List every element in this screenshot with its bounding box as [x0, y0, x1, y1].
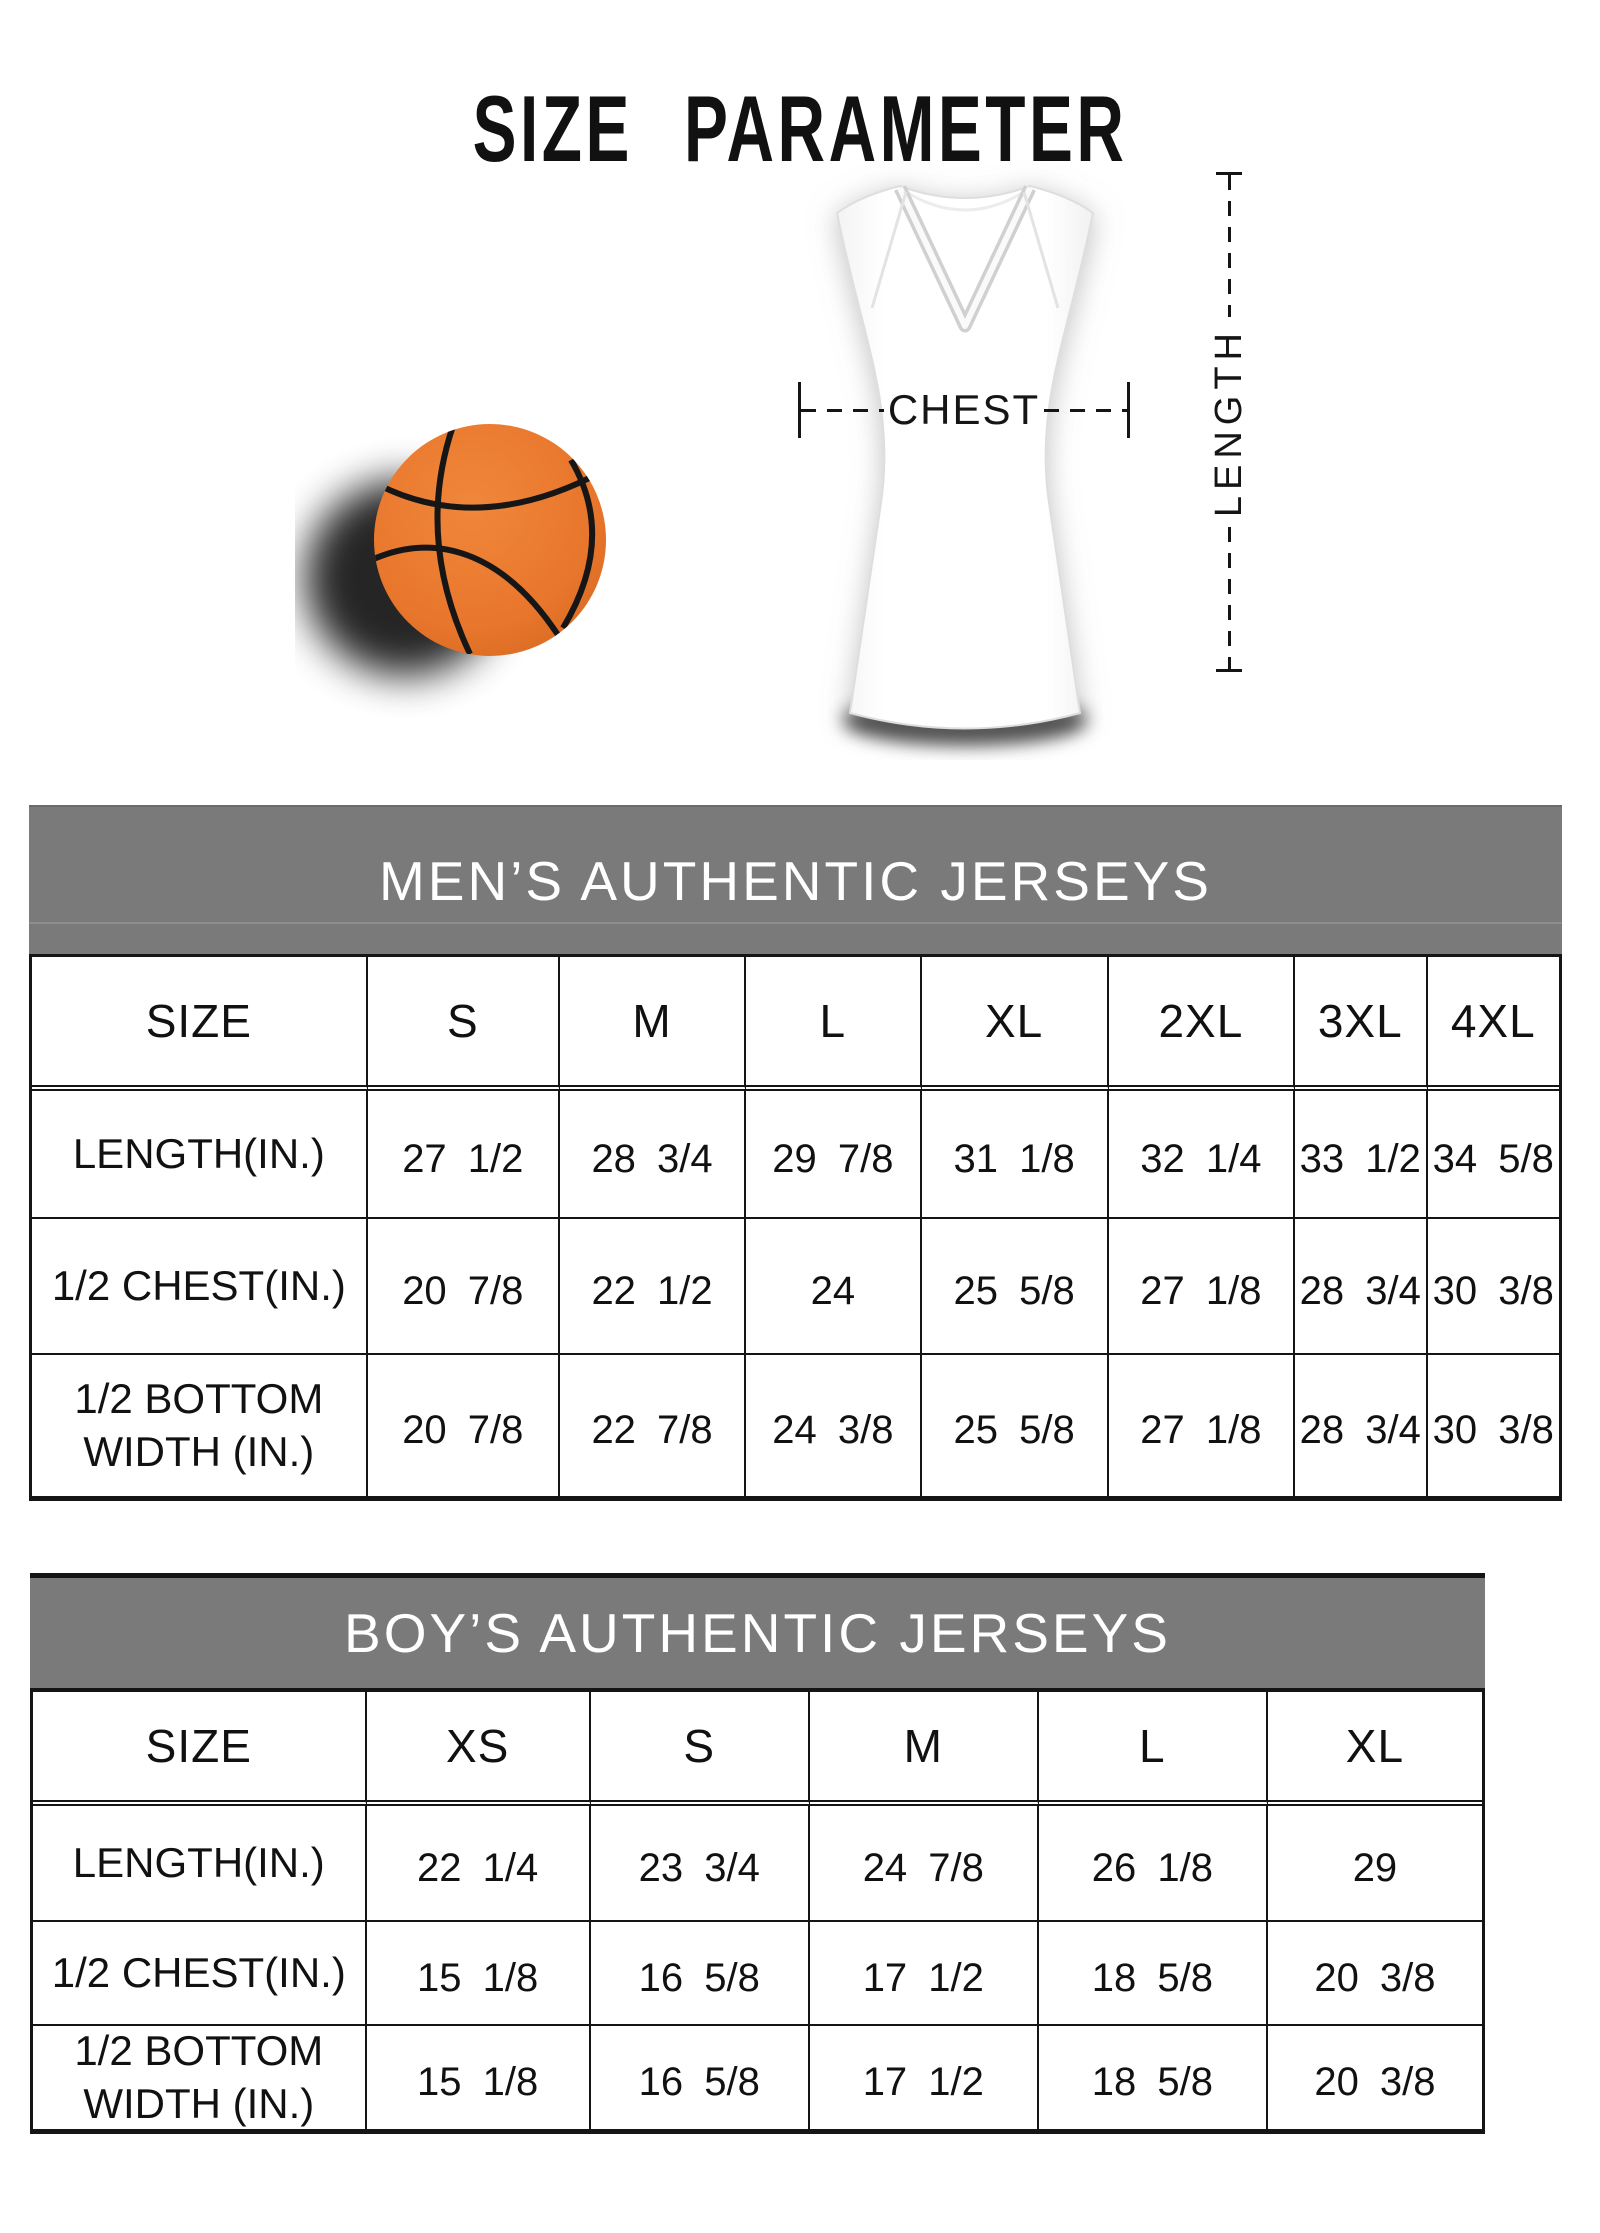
mens-col-header: XL [922, 957, 1109, 1091]
length-bottom-cap [1216, 669, 1242, 672]
boys-cell: 17 1/2 [810, 2026, 1039, 2129]
boys-cell: 15 1/8 [367, 2026, 591, 2129]
boys-table-grid [30, 1692, 1485, 2134]
mens-band-divider [29, 922, 1562, 924]
boys-cell: 20 3/8 [1268, 1922, 1482, 2026]
mens-size-table [29, 805, 1562, 1501]
boys-col-header: XL [1268, 1692, 1482, 1806]
mens-cell: 34 5/8 [1428, 1091, 1559, 1219]
mens-cell: 20 7/8 [368, 1219, 560, 1355]
boys-cell: 29 [1268, 1806, 1482, 1922]
boys-col-header: M [810, 1692, 1039, 1806]
mens-cell: 27 1/2 [368, 1091, 560, 1219]
boys-cell: 26 1/8 [1039, 1806, 1268, 1922]
boys-cell: 18 5/8 [1039, 1922, 1268, 2026]
mens-row-label: LENGTH(IN.) [32, 1091, 368, 1219]
mens-cell: 22 1/2 [560, 1219, 746, 1355]
mens-cell: 27 1/8 [1109, 1355, 1295, 1496]
mens-cell: 24 [746, 1219, 921, 1355]
chest-measure-line [798, 381, 1130, 439]
mens-cell: 29 7/8 [746, 1091, 921, 1219]
boys-cell: 20 3/8 [1314, 2060, 1436, 2104]
boys-cell: 15 1/8 [367, 1922, 591, 2026]
mens-cell: 20 7/8 [368, 1355, 560, 1496]
mens-cell: 30 3/8 [1428, 1219, 1559, 1355]
mens-cell: 25 5/8 [922, 1219, 1109, 1355]
length-measure-line [1207, 172, 1250, 672]
boys-cell: 23 3/4 [591, 1806, 810, 1922]
mens-col-header: 3XL [1295, 957, 1427, 1091]
boys-cell: 24 7/8 [810, 1806, 1039, 1922]
mens-table-grid [29, 954, 1562, 1501]
boys-cell: 22 1/4 [367, 1806, 591, 1922]
boys-table-header-band [30, 1573, 1485, 1692]
chest-right-tick [1127, 382, 1130, 438]
page-title: SIZE PARAMETER [472, 75, 1128, 181]
boys-row-label: LENGTH(IN.) [33, 1806, 367, 1922]
mens-table-header-band [29, 805, 1562, 954]
boys-row-label: 1/2 BOTTOM WIDTH (IN.) [33, 2026, 367, 2129]
mens-col-header: SIZE [32, 957, 368, 1091]
mens-row-label: 1/2 BOTTOM WIDTH (IN.) [32, 1355, 368, 1496]
boys-col-header: XS [367, 1692, 591, 1806]
boys-cell: 17 1/2 [810, 1922, 1039, 2026]
mens-table-title: MEN’S AUTHENTIC JERSEYS [378, 849, 1212, 912]
mens-col-header: S [368, 957, 560, 1091]
boys-table-title: BOY’S AUTHENTIC JERSEYS [344, 1602, 1171, 1664]
boys-cell: 18 5/8 [1039, 2026, 1268, 2129]
mens-cell: 24 3/8 [746, 1355, 921, 1496]
mens-cell: 28 3/4 [1295, 1219, 1427, 1355]
boys-col-header: S [591, 1692, 810, 1806]
mens-cell: 22 7/8 [560, 1355, 746, 1496]
mens-cell: 25 5/8 [922, 1355, 1109, 1496]
boys-cell: 16 5/8 [591, 2026, 810, 2129]
boys-col-header: L [1039, 1692, 1268, 1806]
mens-cell: 30 3/8 [1432, 1408, 1554, 1452]
mens-col-header: 4XL [1428, 957, 1559, 1091]
boys-row-label: 1/2 CHEST(IN.) [33, 1922, 367, 2026]
mens-col-header: 2XL [1109, 957, 1295, 1091]
jersey-icon [775, 158, 1155, 760]
mens-cell: 31 1/8 [922, 1091, 1109, 1219]
boys-cell: 16 5/8 [591, 1922, 810, 2026]
length-label: LENGTH [1207, 326, 1250, 518]
length-dash-top [1228, 175, 1231, 317]
mens-col-header: L [746, 957, 921, 1091]
mens-cell: 28 3/4 [560, 1091, 746, 1219]
chest-dash-left [801, 409, 884, 412]
boys-size-table [30, 1573, 1485, 2134]
mens-cell: 32 1/4 [1109, 1091, 1295, 1219]
basketball-icon [295, 378, 645, 718]
chest-label: CHEST [887, 386, 1041, 433]
boys-col-header: SIZE [33, 1692, 367, 1806]
mens-col-header: M [560, 957, 746, 1091]
mens-cell: 27 1/8 [1109, 1219, 1295, 1355]
length-dash-bottom [1228, 527, 1231, 669]
mens-cell: 28 3/4 [1295, 1355, 1427, 1496]
chest-dash-right [1044, 409, 1127, 412]
mens-row-label: 1/2 CHEST(IN.) [32, 1219, 368, 1355]
mens-cell: 33 1/2 [1295, 1091, 1427, 1219]
